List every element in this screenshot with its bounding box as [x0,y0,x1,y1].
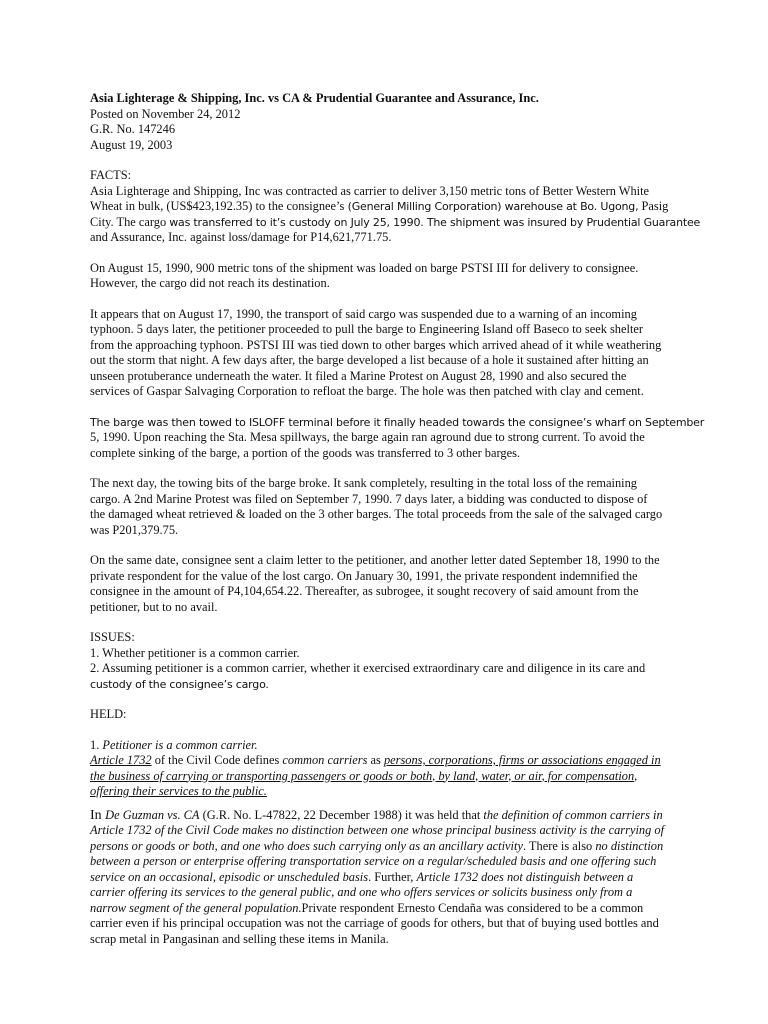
text-line: from the approaching typhoon. PSTSI III was tied down to other barges which arrived ahead of it while weathering [90,337,662,352]
text-line: It appears that on August 17, 1990, the transport of said cargo was suspended due to a warning of an incoming [90,306,637,321]
held-point-1 [90,738,678,754]
text-span: (General Milling Corporation) warehouse at Bo. Ugong, [344,200,639,213]
issue-1: 1. Whether petitioner is a common carrier. [90,645,300,660]
text-span: 1. [90,737,103,752]
text-line [90,901,678,917]
text-line: carrier even if his principal occupation was not the carriage of goods for others, but that of buying used bottles and [90,916,659,930]
text-span: Pasig [638,199,669,213]
text-span: of the Civil Code defines [151,753,283,767]
text-line [90,753,678,769]
text-span: Article 1732 does not distinguish between a [416,869,634,884]
text-span: . Further, [368,869,417,884]
posted-date: Posted on November 24, 2012 [90,106,241,121]
text-line: carrier offering its services to the general public, and one who offers services or solicits business only from a [90,885,633,899]
facts-paragraph-3 [90,307,678,400]
issue-2-continued: custody of the consignee’s cargo. [90,677,269,691]
text-line: The barge was then towed to ISLOFF terminal before it finally headed towards the consignee’s wharf on September [90,415,705,429]
text-line: out the storm that night. A few days after, the barge developed a list because of a hole it sustained after hitting an [90,353,649,367]
text-line: petitioner, but to no avail. [90,599,218,614]
text-span: narrow segment of the general population. [90,900,302,915]
text-span: no distinction [595,838,664,853]
gr-number: G.R. No. 147246 [90,122,176,136]
facts-paragraph-2 [90,261,678,292]
text-line: unseen protuberance underneath the water. It filed a Marine Protest on August 28, 1990 and also secured the [90,368,627,383]
text-span: In [90,807,106,823]
text-line: On the same date, consignee sent a claim letter to the petitioner, and another letter dated September 18, 1990 to the [90,553,660,567]
text-span: common carriers [282,753,368,767]
text-line [90,808,678,824]
text-line: offering their services to the public. [90,784,267,798]
held-heading: HELD: [90,707,127,721]
text-line: 5, 1990. Upon reaching the Sta. Mesa spillways, the barge again ran aground due to strong current. To avoid the [90,430,645,444]
text-span: persons or goods or both, and one who does such carrying only as an ancillary activity [90,838,523,853]
text-span: as [367,753,384,767]
decision-date: August 19, 2003 [90,137,173,152]
text-line [90,839,678,855]
issue-2: 2. Assuming petitioner is a common carrier, whether it exercised extraordinary care and diligence in its care and [90,661,646,675]
text-line: private respondent for the value of the lost cargo. On January 30, 1991, the private respondent indemnified the [90,568,638,583]
text-span: Wheat in bulk, (US$423,192.35) to the consignee’s [90,199,345,213]
text-line: was P201,379.75. [90,522,179,537]
facts-paragraph-6 [90,553,678,615]
text-line: typhoon. 5 days later, the petitioner proceeded to pull the barge to Engineering Island off Baseco to seek shelter [90,322,644,336]
text-span: Petitioner is a common carrier. [102,737,258,752]
text-span: . There is also [522,838,596,853]
text-line: services of Gaspar Salvaging Corporation to refloat the barge. The hole was then patched with clay and cement. [90,384,644,398]
text-span: persons, corporations, firms or associations engaged in [383,753,661,767]
text-span: Private respondent Ernesto Cendaña was considered to be a common [301,900,644,915]
text-line: cargo. A 2nd Marine Protest was filed on September 7, 1990. 7 days later, a bidding was conducted to dispose of [90,491,648,506]
text-line: However, the cargo did not reach its destination. [90,276,330,290]
facts-paragraph-4 [90,415,705,462]
facts-paragraph-1 [90,183,701,246]
case-title: Asia Lighterage & Shipping, Inc. vs CA & Prudential Guarantee and Assurance, Inc. [90,91,539,105]
case-reference: De Guzman vs. CA [105,807,200,822]
text-span: the definition of common carriers in [483,807,663,822]
text-line [90,214,701,231]
text-line: between a person or enterprise offering transportation service on a regular/scheduled basis and one offering such [90,854,657,868]
text-line: Asia Lighterage and Shipping, Inc was contracted as carrier to deliver 3,150 metric tons of Better Western White [90,183,650,198]
text-span: (G.R. No. L-47822, 22 December 1988) it was held that [199,807,484,822]
article-reference: Article 1732 [90,753,152,767]
text-line: The next day, the towing bits of the barge broke. It sank completely, resulting in the total loss of the remaining [90,476,638,490]
text-line: On August 15, 1990, 900 metric tons of the shipment was loaded on barge PSTSI III for delivery to consignee. [90,260,639,275]
text-line: complete sinking of the barge, a portion of the goods was transferred to 3 other barges. [90,445,520,460]
text-line [90,199,678,215]
text-line: the business of carrying or transporting passengers or goods or both, by land, water, or air, for compensation, [90,768,638,783]
text-line: Article 1732 of the Civil Code makes no distinction between one whose principal business activity is the carrying of [90,823,665,837]
text-line: and Assurance, Inc. against loss/damage for P14,621,771.75. [90,230,392,244]
issues-heading: ISSUES: [90,630,135,644]
text-line: consignee in the amount of P4,104,654.22. Thereafter, as subrogee, it sought recovery of said amount from the [90,584,639,598]
text-span: was transferred to it’s custody on July 25, 1990. The shipment was insured by Prudential Guarantee [169,215,701,229]
text-line: scrap metal in Pangasinan and selling these items in Manila. [90,931,389,946]
text-line: the damaged wheat retrieved & loaded on the 3 other barges. The total proceeds from the sale of the salvaged cargo [90,507,663,521]
facts-heading: FACTS: [90,168,132,182]
text-line [90,870,678,886]
facts-paragraph-5 [90,476,678,538]
text-span: service on an occasional, episodic or unscheduled basis [90,869,369,884]
text-span: City. The cargo [90,214,170,229]
